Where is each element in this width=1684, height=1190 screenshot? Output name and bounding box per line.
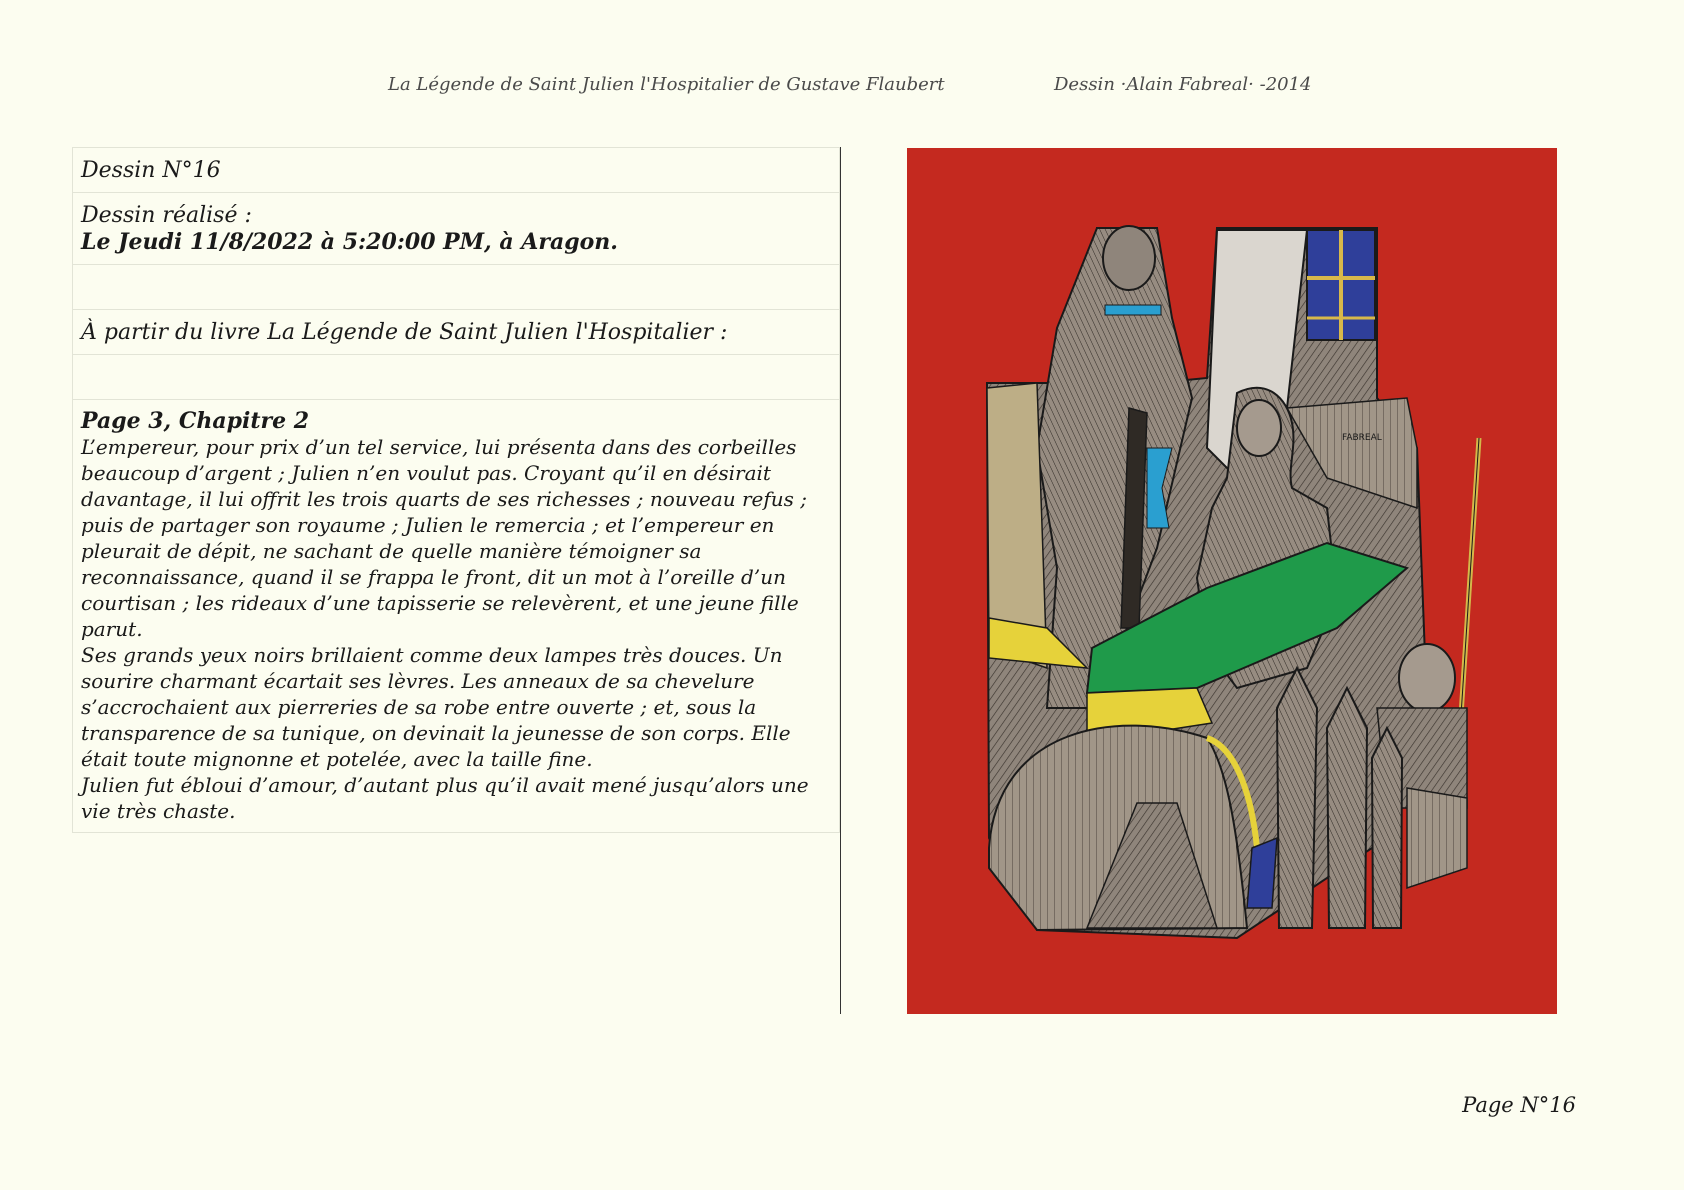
excerpt-paragraph: Ses grands yeux noirs brillaient comme deux lampes très douces. Un sourire charmant écartait ses lèvres. Les anneaux de sa chevelure s’accrochaient aux pierreries de sa robe entre ouverte ; et, sous la transparence de sa tunique, on devinait la jeunesse de son corps. Elle était toute mignonne et potelée, avec la taille fine. (81, 643, 791, 771)
drawing-illustration (907, 148, 1557, 1014)
source-book: À partir du livre La Légende de Saint Julien l'Hospitalier : (72, 309, 840, 354)
signature-mark: FABREAL (1342, 433, 1382, 443)
drawing-artwork (907, 148, 1557, 1014)
text-panel (72, 147, 841, 1014)
empty-row (72, 354, 840, 399)
artist-credit-header: Dessin ·Alain Fabreal· -2014 (1054, 74, 1312, 95)
page-number: Page N°16 (1462, 1093, 1576, 1117)
excerpt-paragraph: Julien fut ébloui d’amour, d’autant plus qu’il avait mené jusqu’alors une vie très chaste. (81, 773, 809, 823)
excerpt-block (72, 399, 840, 833)
excerpt-text (81, 434, 831, 824)
castle-towers (1277, 668, 1317, 928)
empty-row (72, 264, 840, 309)
creation-info (72, 192, 840, 264)
young-man-face (1399, 644, 1455, 712)
drawing-number: Dessin N°16 (72, 147, 840, 192)
book-title-header: La Légende de Saint Julien l'Hospitalier de Gustave Flaubert (388, 74, 945, 95)
creation-date: Le Jeudi 11/8/2022 à 5:20:00 PM, à Aragon. (81, 229, 618, 255)
chapter-title: Page 3, Chapitre 2 (81, 408, 310, 434)
excerpt-paragraph: L’empereur, pour prix d’un tel service, lui présenta dans des corbeilles beaucoup d’argent ; Julien n’en voulut pas. Croyant qu’il en désirait davantage, il lui offrit les trois quarts de ses richesses ; nouveau refus ; puis de partager son royaume ; Julien le remercia ; et l’empereur en pleurait de dépit, ne sachant de quelle manière témoigner sa reconnaissance, quand il se frappa le front, dit un mot à l’oreille d’un courtisan ; les rideaux d’une tapisserie se relevèrent, et une jeune fille parut. (81, 435, 808, 641)
creation-label: Dessin réalisé : (81, 203, 252, 228)
